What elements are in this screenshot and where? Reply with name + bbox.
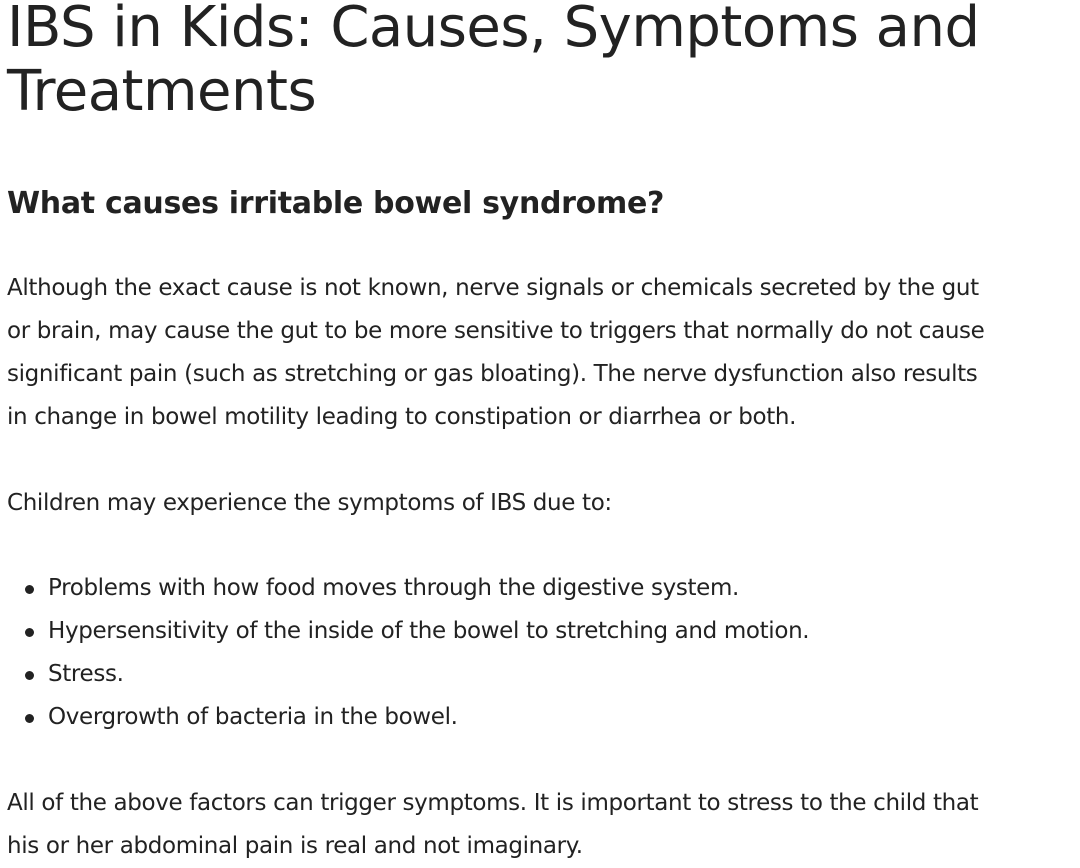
section-heading: What causes irritable bowel syndrome? — [7, 186, 665, 221]
page-title — [7, 0, 1077, 124]
list-item-text: Overgrowth of bacteria in the bowel. — [48, 704, 458, 730]
bullet-dot-icon — [25, 585, 34, 594]
bullet-dot-icon — [25, 671, 34, 680]
list-item — [7, 653, 809, 696]
bullet-dot-icon — [25, 628, 34, 637]
intro-paragraph-line: or brain, may cause the gut to be more sensitive to triggers that normally do not cause — [7, 318, 985, 344]
bullet-dot-icon — [25, 714, 34, 723]
list-item — [7, 696, 809, 739]
intro-paragraph-line: significant pain (such as stretching or gas bloating). The nerve dysfunction also results — [7, 361, 978, 387]
closing-paragraph-line: All of the above factors can trigger symptoms. It is important to stress to the child that — [7, 790, 979, 816]
intro-paragraph-line: in change in bowel motility leading to constipation or diarrhea or both. — [7, 404, 797, 430]
intro-paragraph-line: Although the exact cause is not known, nerve signals or chemicals secreted by the gut — [7, 275, 979, 301]
closing-paragraph-line: his or her abdominal pain is real and not imaginary. — [7, 833, 583, 859]
list-item-text: Problems with how food moves through the digestive system. — [48, 575, 739, 601]
article — [7, 0, 1077, 859]
closing-paragraph — [7, 782, 978, 868]
page-title-line: IBS in Kids: Causes, Symptoms and — [7, 0, 980, 60]
causes-list — [7, 567, 809, 739]
lead-in-text: Children may experience the symptoms of IBS due to: — [7, 490, 612, 516]
list-item — [7, 567, 809, 610]
lead-in-paragraph — [7, 482, 612, 525]
list-item-text: Stress. — [48, 661, 124, 687]
list-item — [7, 610, 809, 653]
intro-paragraph — [7, 267, 985, 439]
list-item-text: Hypersensitivity of the inside of the bowel to stretching and motion. — [48, 618, 810, 644]
page-title-line: Treatments — [7, 59, 317, 124]
